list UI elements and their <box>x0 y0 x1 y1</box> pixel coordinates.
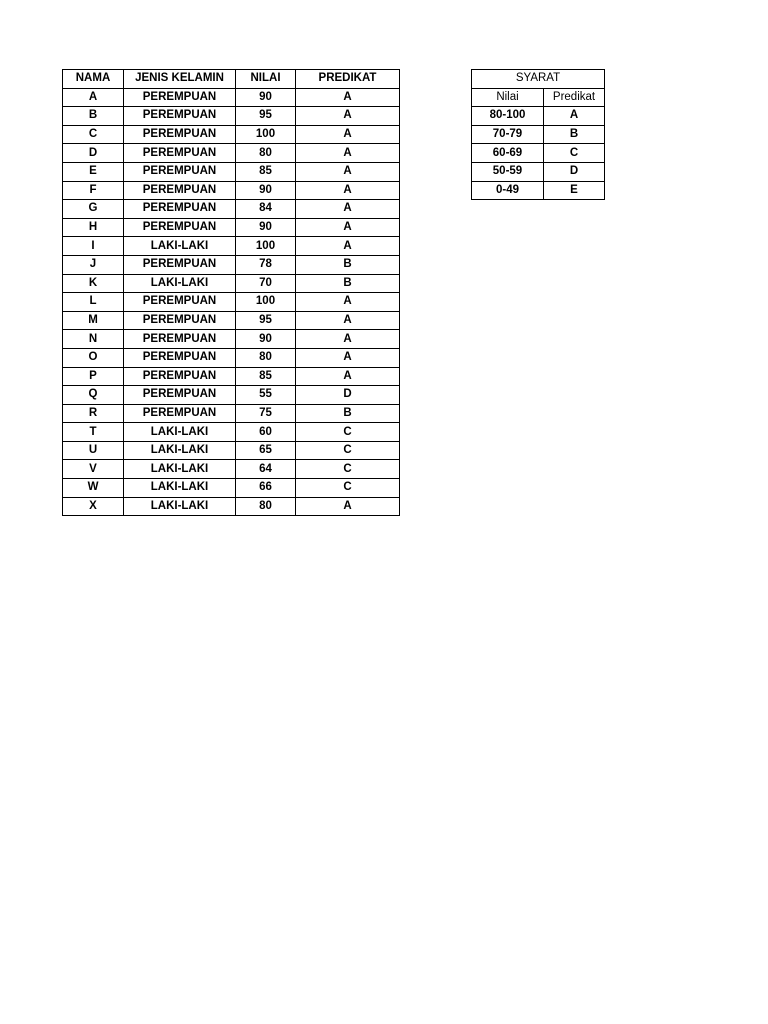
cell-nama: A <box>63 88 124 107</box>
criteria-title: SYARAT <box>472 70 605 89</box>
cell-nilai: 80 <box>236 348 296 367</box>
cell-nilai: 64 <box>236 460 296 479</box>
cell-predikat: A <box>296 311 400 330</box>
cell-jenis-kelamin: LAKI-LAKI <box>124 423 236 442</box>
cell-jenis-kelamin: PEREMPUAN <box>124 293 236 312</box>
table-row <box>63 200 400 219</box>
cell-jenis-kelamin: LAKI-LAKI <box>124 274 236 293</box>
header-predikat: PREDIKAT <box>296 70 400 89</box>
cell-nilai: 85 <box>236 162 296 181</box>
cell-predikat: C <box>296 479 400 498</box>
cell-nama: G <box>63 200 124 219</box>
cell-predikat: D <box>296 386 400 405</box>
cell-jenis-kelamin: LAKI-LAKI <box>124 237 236 256</box>
table-row <box>63 404 400 423</box>
cell-nama: O <box>63 348 124 367</box>
criteria-row <box>472 107 605 126</box>
cell-predikat: A <box>296 348 400 367</box>
criteria-row <box>472 162 605 181</box>
criteria-title-row <box>472 70 605 89</box>
criteria-row <box>472 125 605 144</box>
cell-jenis-kelamin: PEREMPUAN <box>124 144 236 163</box>
cell-jenis-kelamin: PEREMPUAN <box>124 348 236 367</box>
cell-predikat: A <box>296 367 400 386</box>
cell-nilai: 90 <box>236 218 296 237</box>
cell-jenis-kelamin: PEREMPUAN <box>124 330 236 349</box>
cell-predikat: A <box>296 497 400 516</box>
criteria-cell-predikat: B <box>544 125 605 144</box>
table-row <box>63 423 400 442</box>
criteria-row <box>472 181 605 200</box>
criteria-cell-predikat: C <box>544 144 605 163</box>
cell-predikat: A <box>296 125 400 144</box>
table-row <box>63 107 400 126</box>
cell-jenis-kelamin: PEREMPUAN <box>124 200 236 219</box>
table-row <box>63 497 400 516</box>
cell-nilai: 95 <box>236 107 296 126</box>
cell-nama: N <box>63 330 124 349</box>
table-row <box>63 181 400 200</box>
cell-nama: P <box>63 367 124 386</box>
cell-nilai: 60 <box>236 423 296 442</box>
cell-jenis-kelamin: LAKI-LAKI <box>124 479 236 498</box>
cell-nilai: 84 <box>236 200 296 219</box>
table-row <box>63 479 400 498</box>
cell-nama: J <box>63 255 124 274</box>
cell-jenis-kelamin: PEREMPUAN <box>124 255 236 274</box>
cell-nama: K <box>63 274 124 293</box>
cell-jenis-kelamin: PEREMPUAN <box>124 311 236 330</box>
cell-jenis-kelamin: PEREMPUAN <box>124 162 236 181</box>
table-row <box>63 293 400 312</box>
cell-nilai: 85 <box>236 367 296 386</box>
cell-nilai: 66 <box>236 479 296 498</box>
criteria-cell-nilai: 80-100 <box>472 107 544 126</box>
cell-nama: D <box>63 144 124 163</box>
table-row <box>63 237 400 256</box>
criteria-cell-nilai: 70-79 <box>472 125 544 144</box>
cell-nilai: 90 <box>236 88 296 107</box>
grading-criteria-table <box>471 69 605 200</box>
cell-nilai: 95 <box>236 311 296 330</box>
cell-nama: I <box>63 237 124 256</box>
cell-nama: H <box>63 218 124 237</box>
cell-nilai: 80 <box>236 144 296 163</box>
cell-jenis-kelamin: PEREMPUAN <box>124 107 236 126</box>
criteria-header-predikat: Predikat <box>544 88 605 107</box>
table-row <box>63 125 400 144</box>
cell-jenis-kelamin: LAKI-LAKI <box>124 441 236 460</box>
cell-predikat: A <box>296 293 400 312</box>
table-row <box>63 88 400 107</box>
cell-nilai: 90 <box>236 330 296 349</box>
cell-predikat: A <box>296 237 400 256</box>
cell-nilai: 65 <box>236 441 296 460</box>
criteria-cell-nilai: 0-49 <box>472 181 544 200</box>
table-row <box>63 218 400 237</box>
criteria-header-row <box>472 88 605 107</box>
cell-predikat: C <box>296 460 400 479</box>
cell-jenis-kelamin: PEREMPUAN <box>124 88 236 107</box>
cell-predikat: B <box>296 404 400 423</box>
header-nilai: NILAI <box>236 70 296 89</box>
cell-nama: M <box>63 311 124 330</box>
cell-predikat: A <box>296 218 400 237</box>
cell-nilai: 80 <box>236 497 296 516</box>
criteria-row <box>472 144 605 163</box>
cell-predikat: A <box>296 181 400 200</box>
table-header-row <box>63 70 400 89</box>
cell-jenis-kelamin: LAKI-LAKI <box>124 460 236 479</box>
table-row <box>63 367 400 386</box>
cell-nilai: 100 <box>236 125 296 144</box>
cell-jenis-kelamin: PEREMPUAN <box>124 218 236 237</box>
cell-predikat: C <box>296 423 400 442</box>
cell-jenis-kelamin: PEREMPUAN <box>124 181 236 200</box>
cell-predikat: A <box>296 88 400 107</box>
criteria-cell-nilai: 50-59 <box>472 162 544 181</box>
criteria-cell-predikat: A <box>544 107 605 126</box>
cell-nama: U <box>63 441 124 460</box>
cell-nilai: 75 <box>236 404 296 423</box>
cell-jenis-kelamin: PEREMPUAN <box>124 367 236 386</box>
criteria-cell-predikat: D <box>544 162 605 181</box>
cell-nama: E <box>63 162 124 181</box>
table-row <box>63 274 400 293</box>
student-grades-table <box>62 69 400 516</box>
cell-jenis-kelamin: PEREMPUAN <box>124 404 236 423</box>
table-row <box>63 348 400 367</box>
cell-nama: C <box>63 125 124 144</box>
cell-predikat: B <box>296 255 400 274</box>
cell-jenis-kelamin: PEREMPUAN <box>124 386 236 405</box>
cell-jenis-kelamin: PEREMPUAN <box>124 125 236 144</box>
cell-predikat: A <box>296 162 400 181</box>
table-row <box>63 311 400 330</box>
cell-nama: T <box>63 423 124 442</box>
cell-nilai: 100 <box>236 237 296 256</box>
cell-nama: L <box>63 293 124 312</box>
cell-nilai: 55 <box>236 386 296 405</box>
table-row <box>63 255 400 274</box>
grading-criteria-body <box>472 107 605 200</box>
table-row <box>63 460 400 479</box>
cell-jenis-kelamin: LAKI-LAKI <box>124 497 236 516</box>
cell-predikat: A <box>296 330 400 349</box>
cell-predikat: A <box>296 144 400 163</box>
cell-predikat: B <box>296 274 400 293</box>
cell-nilai: 70 <box>236 274 296 293</box>
cell-nama: F <box>63 181 124 200</box>
cell-nama: R <box>63 404 124 423</box>
cell-nama: Q <box>63 386 124 405</box>
cell-predikat: C <box>296 441 400 460</box>
header-jenis-kelamin: JENIS KELAMIN <box>124 70 236 89</box>
cell-nama: V <box>63 460 124 479</box>
student-grades-body <box>63 88 400 516</box>
header-nama: NAMA <box>63 70 124 89</box>
cell-nilai: 90 <box>236 181 296 200</box>
cell-predikat: A <box>296 107 400 126</box>
cell-nama: W <box>63 479 124 498</box>
cell-nilai: 78 <box>236 255 296 274</box>
table-row <box>63 386 400 405</box>
table-row <box>63 144 400 163</box>
table-row <box>63 330 400 349</box>
table-row <box>63 162 400 181</box>
cell-nilai: 100 <box>236 293 296 312</box>
cell-predikat: A <box>296 200 400 219</box>
cell-nama: X <box>63 497 124 516</box>
table-row <box>63 441 400 460</box>
criteria-header-nilai: Nilai <box>472 88 544 107</box>
cell-nama: B <box>63 107 124 126</box>
criteria-cell-nilai: 60-69 <box>472 144 544 163</box>
criteria-cell-predikat: E <box>544 181 605 200</box>
